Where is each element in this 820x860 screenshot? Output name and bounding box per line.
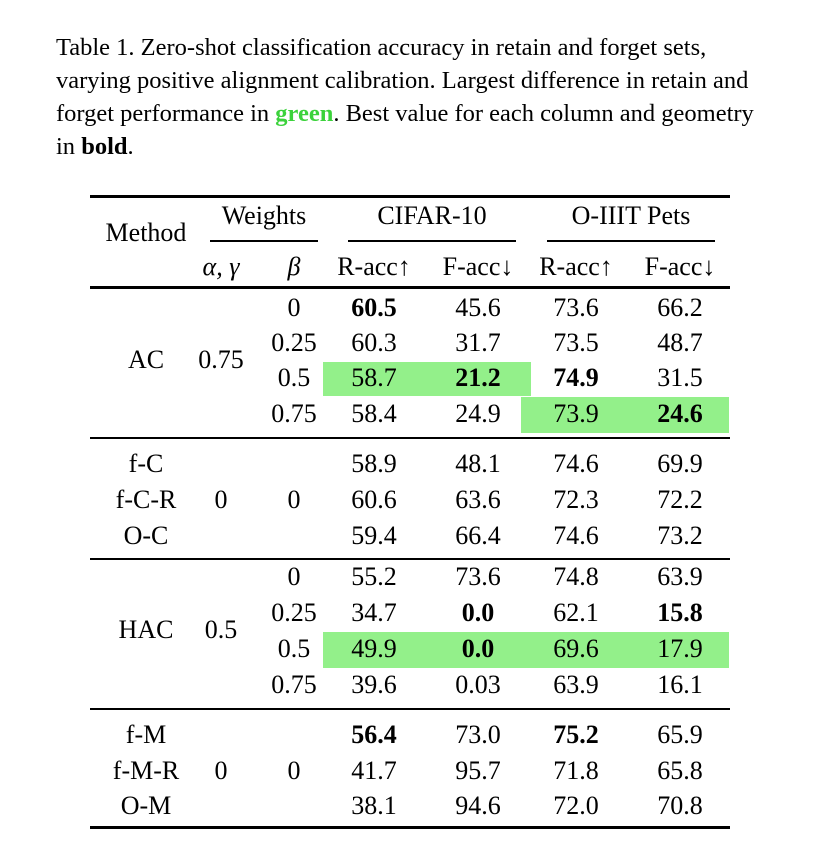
table-cell-f2: 48.7 xyxy=(657,328,703,357)
table-cell-r1: 58.7 xyxy=(351,363,397,392)
table-cell-f1: 24.9 xyxy=(455,399,501,428)
table-cell-r2: 62.1 xyxy=(553,598,599,627)
table-cell-r2: 72.0 xyxy=(553,791,599,820)
table-cell-f2: 65.9 xyxy=(657,720,703,749)
pets-underline xyxy=(547,240,715,242)
header-r-acc-cifar: R-acc↑ xyxy=(337,252,411,281)
table-cell-beta: 0.5 xyxy=(277,363,311,392)
table-cell-beta: 0.25 xyxy=(271,328,317,357)
table-cell-r1: 60.5 xyxy=(351,293,397,322)
table-cell-r1: 56.4 xyxy=(351,720,397,749)
caption-bold-word: bold xyxy=(81,133,128,160)
separator-rule-3 xyxy=(90,708,730,710)
table-cell-r2: 73.5 xyxy=(553,328,599,357)
table-cell-r1: 41.7 xyxy=(351,756,397,785)
table-cell-beta: 0.5 xyxy=(277,634,311,663)
table-cell-beta: 0 xyxy=(287,562,301,591)
table-cell-f2: 72.2 xyxy=(657,485,703,514)
table-cell-beta: 0 xyxy=(287,293,301,322)
header-f-acc-pets: F-acc↓ xyxy=(644,252,716,281)
table-cell-r2: 73.9 xyxy=(553,399,599,428)
table-cell-beta: 0.75 xyxy=(271,670,317,699)
header-f-acc-cifar: F-acc↓ xyxy=(442,252,514,281)
table-cell-beta: 0.25 xyxy=(271,598,317,627)
caption-text-2: . Best value for each column and geometry in xyxy=(56,100,754,160)
table-cell-f1: 31.7 xyxy=(455,328,501,357)
group-weight-fc: 0 xyxy=(214,485,228,514)
header-method: Method xyxy=(105,218,187,247)
group-beta-fc: 0 xyxy=(287,485,301,514)
caption-green-word: green xyxy=(275,100,334,127)
header-pets: O-IIIT Pets xyxy=(571,201,691,230)
caption-text-3: . xyxy=(127,133,134,160)
table-cell-r1: 59.4 xyxy=(351,521,397,550)
group-beta-fm: 0 xyxy=(287,756,301,785)
table-cell-f2: 69.9 xyxy=(657,449,703,478)
table-cell-f1: 45.6 xyxy=(455,293,501,322)
table-cell-f1: 73.6 xyxy=(455,562,501,591)
table-cell-f2: 65.8 xyxy=(657,756,703,785)
table-cell-r2: 74.6 xyxy=(553,521,599,550)
table-cell-f2: 24.6 xyxy=(657,399,703,428)
table-cell-f2: 17.9 xyxy=(657,634,703,663)
table-cell-r1: 55.2 xyxy=(351,562,397,591)
table-cell-f2: 31.5 xyxy=(657,363,703,392)
table-cell-r2: 75.2 xyxy=(553,720,599,749)
table-cell-beta: 0.75 xyxy=(271,399,317,428)
table-cell-f1: 94.6 xyxy=(455,791,501,820)
group-weight-hac: 0.5 xyxy=(204,615,238,644)
group-weight-ac: 0.75 xyxy=(198,345,244,374)
table-cell-f1: 0.0 xyxy=(461,598,495,627)
table-cell-r1: 34.7 xyxy=(351,598,397,627)
table-cell-r2: 69.6 xyxy=(553,634,599,663)
header-cifar: CIFAR-10 xyxy=(377,201,487,230)
header-r-acc-pets: R-acc↑ xyxy=(539,252,613,281)
header-bottom-rule xyxy=(90,286,730,289)
table-cell-r2: 74.6 xyxy=(553,449,599,478)
table-cell-method: f-M-R xyxy=(112,756,180,785)
table-cell-r1: 39.6 xyxy=(351,670,397,699)
table-cell-f2: 70.8 xyxy=(657,791,703,820)
bottom-rule xyxy=(90,826,730,829)
table-cell-r2: 74.8 xyxy=(553,562,599,591)
table-cell-f1: 48.1 xyxy=(455,449,501,478)
table-cell-method: O-C xyxy=(123,521,169,550)
group-label-hac: HAC xyxy=(118,615,174,644)
table-cell-f1: 0.03 xyxy=(455,670,501,699)
table-cell-method: f-C xyxy=(128,449,164,478)
table-cell-r1: 49.9 xyxy=(351,634,397,663)
table-cell-f2: 66.2 xyxy=(657,293,703,322)
group-weight-fm: 0 xyxy=(214,756,228,785)
table-cell-r1: 60.3 xyxy=(351,328,397,357)
table-cell-f1: 66.4 xyxy=(455,521,501,550)
table-caption xyxy=(56,31,771,163)
table-cell-f1: 21.2 xyxy=(455,363,501,392)
table-cell-f1: 73.0 xyxy=(455,720,501,749)
table-cell-f2: 16.1 xyxy=(657,670,703,699)
weights-underline xyxy=(210,240,318,242)
caption-text-1: Table 1. Zero-shot classification accuracy in retain and forget sets, varying positive alignment calibration. Largest difference in retain and forget performance in xyxy=(56,34,749,127)
header-weights: Weights xyxy=(221,201,307,230)
table-cell-f2: 73.2 xyxy=(657,521,703,550)
table-cell-r1: 60.6 xyxy=(351,485,397,514)
table-cell-r1: 58.4 xyxy=(351,399,397,428)
table-cell-r2: 72.3 xyxy=(553,485,599,514)
table-cell-r2: 74.9 xyxy=(553,363,599,392)
table-cell-f1: 95.7 xyxy=(455,756,501,785)
table-cell-r1: 58.9 xyxy=(351,449,397,478)
table-cell-r2: 71.8 xyxy=(553,756,599,785)
table-cell-method: f-C-R xyxy=(115,485,177,514)
cifar-underline xyxy=(348,240,516,242)
header-alpha-gamma: α, γ xyxy=(202,252,240,281)
table-cell-method: f-M xyxy=(125,720,167,749)
table-cell-f1: 63.6 xyxy=(455,485,501,514)
table-cell-f2: 63.9 xyxy=(657,562,703,591)
separator-rule-1 xyxy=(90,437,730,439)
table-cell-r1: 38.1 xyxy=(351,791,397,820)
header-beta: β xyxy=(287,252,301,281)
table-cell-r2: 73.6 xyxy=(553,293,599,322)
table-cell-method: O-M xyxy=(120,791,172,820)
table-cell-f1: 0.0 xyxy=(461,634,495,663)
table-cell-r2: 63.9 xyxy=(553,670,599,699)
table-cell-f2: 15.8 xyxy=(657,598,703,627)
group-label-ac: AC xyxy=(127,345,165,374)
